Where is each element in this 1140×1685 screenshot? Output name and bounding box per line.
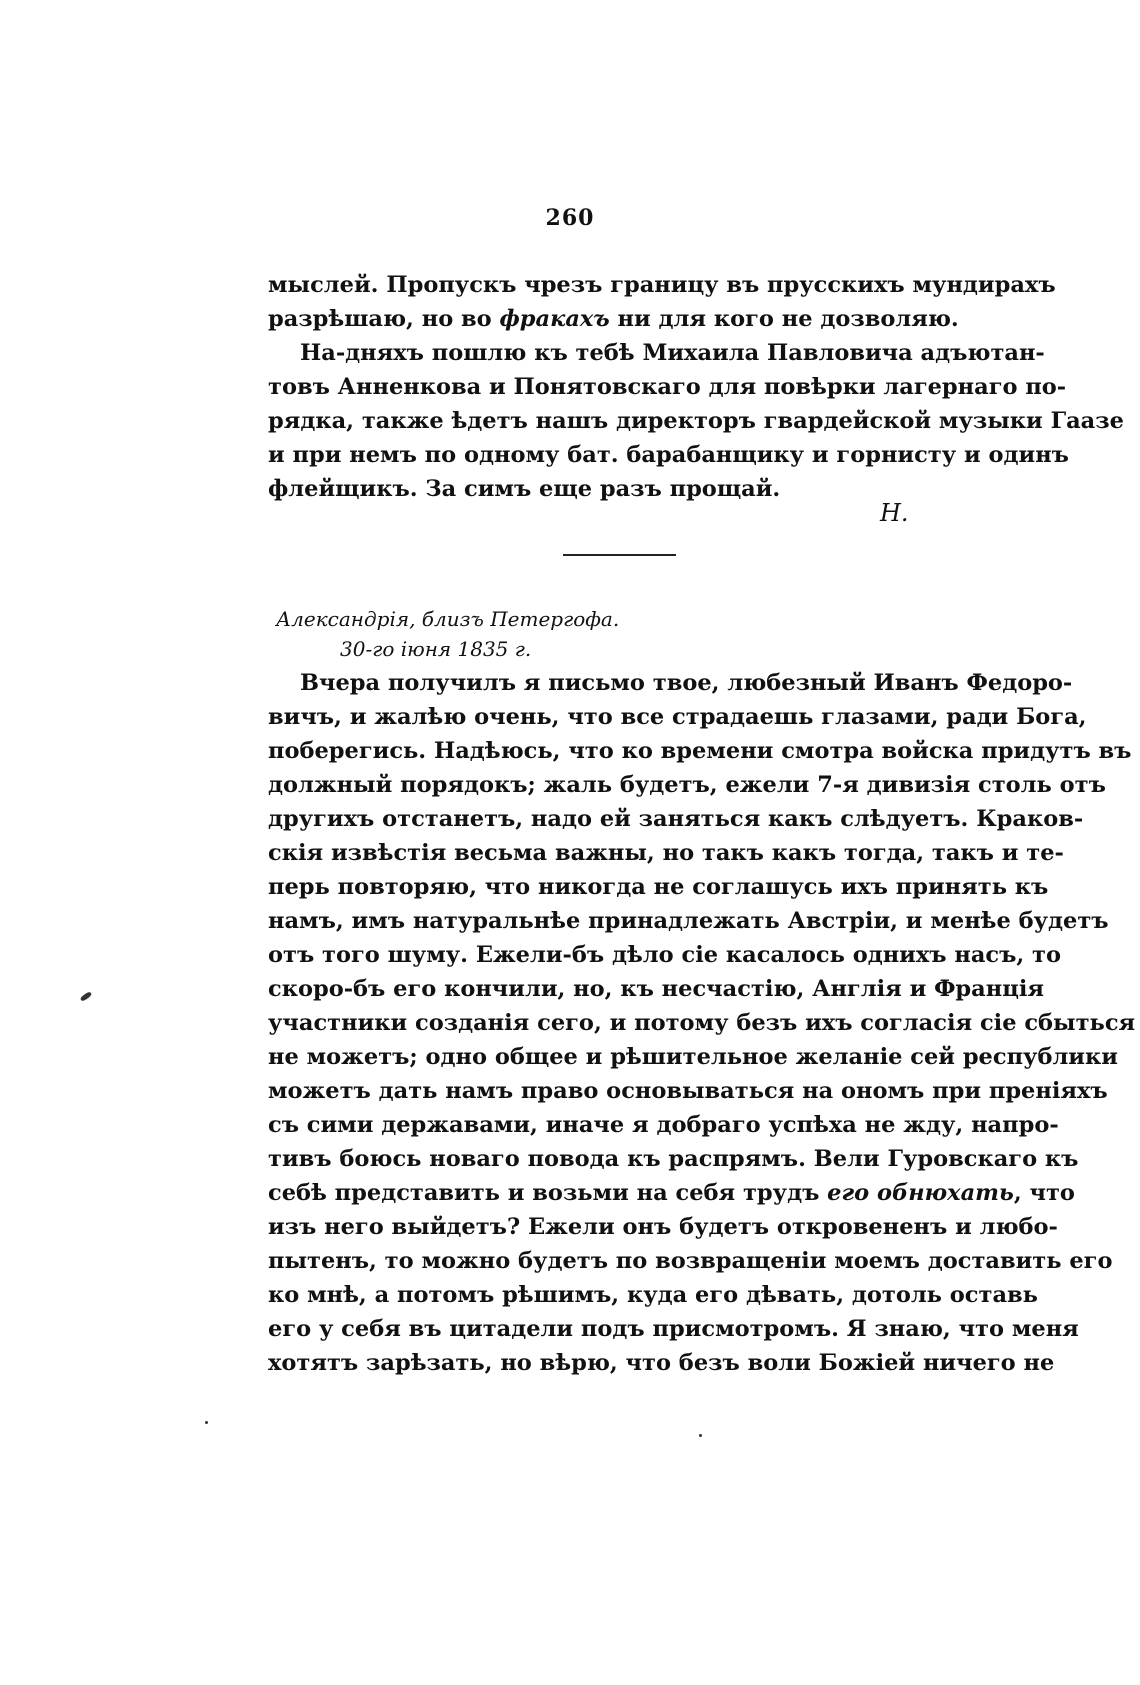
text-fragment: , что xyxy=(1013,1180,1075,1206)
text-line xyxy=(268,302,968,336)
text-line: и при немъ по одному бат. барабанщику и горнисту и одинъ xyxy=(268,442,1069,468)
text-line: вичъ, и жалѣю очень, что все страдаешь глазами, ради Бога, xyxy=(268,704,1087,730)
text-line: хотятъ зарѣзать, но вѣрю, что безъ воли Божіей ничего не xyxy=(268,1350,1055,1376)
letter-body xyxy=(268,666,1136,1380)
text-fragment: ни для кого не дозволяю. xyxy=(609,306,959,332)
text-line: намъ, имъ натуральнѣе принадлежать Австріи, и менѣе будетъ xyxy=(268,908,1109,934)
text-line: перь повторяю, что никогда не соглашусь ихъ принять къ xyxy=(268,874,1049,900)
text-line: съ сими державами, иначе я добраго успѣха не жду, напро- xyxy=(268,1112,1059,1138)
italic-emphasis: его обнюхать xyxy=(827,1180,1014,1206)
letter-date: 30-го іюня 1835 г. xyxy=(340,637,532,661)
text-line: скія извѣстія весьма важны, но такъ какъ тогда, такъ и те- xyxy=(268,840,1064,866)
paper-speck xyxy=(699,1434,702,1437)
text-line: Вчера получилъ я письмо твое, любезный Иванъ Федоро- xyxy=(300,670,1073,696)
text-line: участники созданія сего, и потому безъ ихъ согласія сіе сбыться xyxy=(268,1010,1136,1036)
text-line: тивъ боюсь новаго повода къ распрямъ. Вели Гуровскаго къ xyxy=(268,1146,1079,1172)
text-line: На-дняхъ пошлю къ тебѣ Михаила Павловича адъютан- xyxy=(300,340,1045,366)
text-line: ко мнѣ, а потомъ рѣшимъ, куда его дѣвать, дотоль оставь xyxy=(268,1282,1038,1308)
text-line: другихъ отстанетъ, надо ей заняться какъ слѣдуетъ. Краков- xyxy=(268,806,1084,832)
italic-emphasis: фракахъ xyxy=(499,306,610,332)
text-line xyxy=(268,1176,1075,1210)
text-fragment: разрѣшаю, но во xyxy=(268,306,500,332)
signature: Н. xyxy=(880,499,909,527)
page-number: 260 xyxy=(545,205,595,231)
text-line: отъ того шуму. Ежели-бъ дѣло сіе касалось однихъ насъ, то xyxy=(268,942,1061,968)
text-line: его у себя въ цитадели подъ присмотромъ. Я знаю, что меня xyxy=(268,1316,1079,1342)
letter-place: Александрія, близъ Петергофа. xyxy=(276,607,620,631)
opening-text-block xyxy=(268,268,1124,506)
paper-speck xyxy=(205,1421,208,1424)
text-line: поберегись. Надѣюсь, что ко времени смотра войска придутъ въ xyxy=(268,738,1132,764)
text-fragment: себѣ представить и возьми на себя трудъ xyxy=(268,1180,828,1206)
text-line: не можетъ; одно общее и рѣшительное желаніе сей республики xyxy=(268,1044,1118,1070)
text-line: флейщикъ. За симъ еще разъ прощай. xyxy=(268,476,781,502)
text-line: рядка, также ѣдетъ нашъ директоръ гвардейской музыки Гаазе xyxy=(268,408,1124,434)
text-line: пытенъ, то можно будетъ по возвращеніи моемъ доставить его xyxy=(268,1248,1113,1274)
margin-pen-mark xyxy=(80,991,93,1002)
text-line: скоро-бъ его кончили, но, къ несчастію, Англія и Францiя xyxy=(268,976,1045,1002)
text-line: товъ Анненкова и Понятовскаго для повѣрки лагернаго по- xyxy=(268,374,1067,400)
text-line: можетъ дать намъ право основываться на ономъ при преніяхъ xyxy=(268,1078,1108,1104)
text-line: изъ него выйдетъ? Ежели онъ будетъ откровененъ и любо- xyxy=(268,1214,1058,1240)
text-line: должный порядокъ; жаль будетъ, ежели 7-я дивизія столь отъ xyxy=(268,772,1106,798)
section-divider xyxy=(563,554,676,556)
letter-heading xyxy=(276,604,619,664)
text-line: мыслей. Пропускъ чрезъ границу въ прусскихъ мундирахъ xyxy=(268,272,1056,298)
